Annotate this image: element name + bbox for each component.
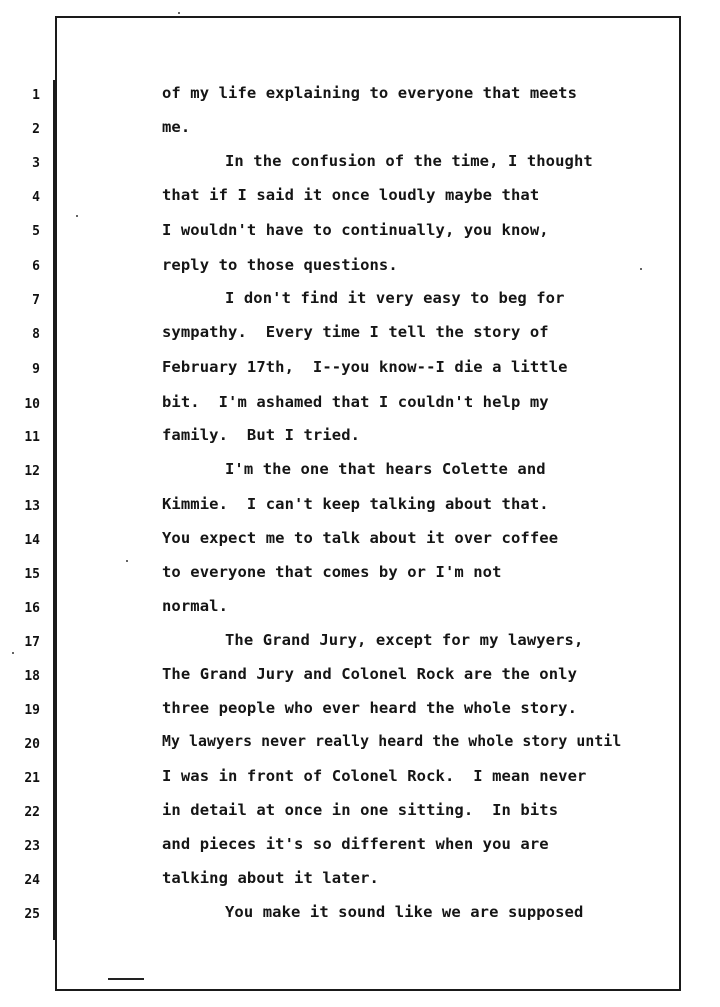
line-number: 23 [24,839,40,854]
line-number: 15 [24,567,40,582]
transcript-line: that if I said it once loudly maybe that [162,186,540,204]
transcript-line: February 17th, I--you know--I die a little [162,358,568,376]
footer-rule [108,978,144,980]
line-number: 25 [24,907,40,922]
line-number: 18 [24,669,40,684]
transcript-line: talking about it later. [162,869,379,887]
line-number: 8 [32,327,40,342]
line-number: 16 [24,601,40,616]
transcript-line: three people who ever heard the whole story. [162,699,577,717]
scan-speck [12,652,14,654]
transcript-line: bit. I'm ashamed that I couldn't help my [162,393,549,411]
line-number: 20 [24,737,40,752]
transcript-line: Kimmie. I can't keep talking about that. [162,495,549,513]
transcript-line: I'm the one that hears Colette and [225,460,546,478]
line-number: 11 [24,430,40,445]
scan-speck [126,560,128,562]
transcript-line: I was in front of Colonel Rock. I mean never [162,767,587,785]
transcript-line: The Grand Jury, except for my lawyers, [225,631,584,649]
line-number: 2 [32,122,40,137]
transcript-line: I don't find it very easy to beg for [225,289,565,307]
line-number-rule [53,80,55,940]
line-number: 13 [24,499,40,514]
scan-speck [76,215,78,217]
transcript-line: sympathy. Every time I tell the story of [162,323,549,341]
transcript-line: normal. [162,597,229,615]
line-number: 6 [32,259,40,274]
line-number: 10 [24,397,40,412]
transcript-line: reply to those questions. [162,256,398,274]
scan-speck [640,268,642,270]
line-number: 4 [32,190,40,205]
transcript-line: I wouldn't have to continually, you know, [162,221,549,239]
line-number: 1 [32,88,40,103]
line-number: 22 [24,805,40,820]
line-number: 19 [24,703,40,718]
transcript-line: to everyone that comes by or I'm not [162,563,502,581]
transcript-line: In the confusion of the time, I thought [225,152,593,170]
line-number: 24 [24,873,40,888]
transcript-line: The Grand Jury and Colonel Rock are the only [162,665,577,683]
transcript-line: me. [162,118,191,136]
transcript-line: family. But I tried. [162,426,361,444]
line-number: 9 [32,362,40,377]
transcript-line: You make it sound like we are supposed [225,903,584,921]
transcript-line: My lawyers never really heard the whole story until [162,733,622,750]
transcript-line: of my life explaining to everyone that meets [162,84,577,102]
line-number: 5 [32,224,40,239]
scan-speck [178,12,180,14]
line-number: 3 [32,156,40,171]
line-number: 12 [24,464,40,479]
transcript-line: in detail at once in one sitting. In bits [162,801,559,819]
transcript-line: You expect me to talk about it over coffee [162,529,559,547]
transcript-line: and pieces it's so different when you are [162,835,549,853]
line-number: 7 [32,293,40,308]
line-number: 21 [24,771,40,786]
line-number: 14 [24,533,40,548]
line-number: 17 [24,635,40,650]
